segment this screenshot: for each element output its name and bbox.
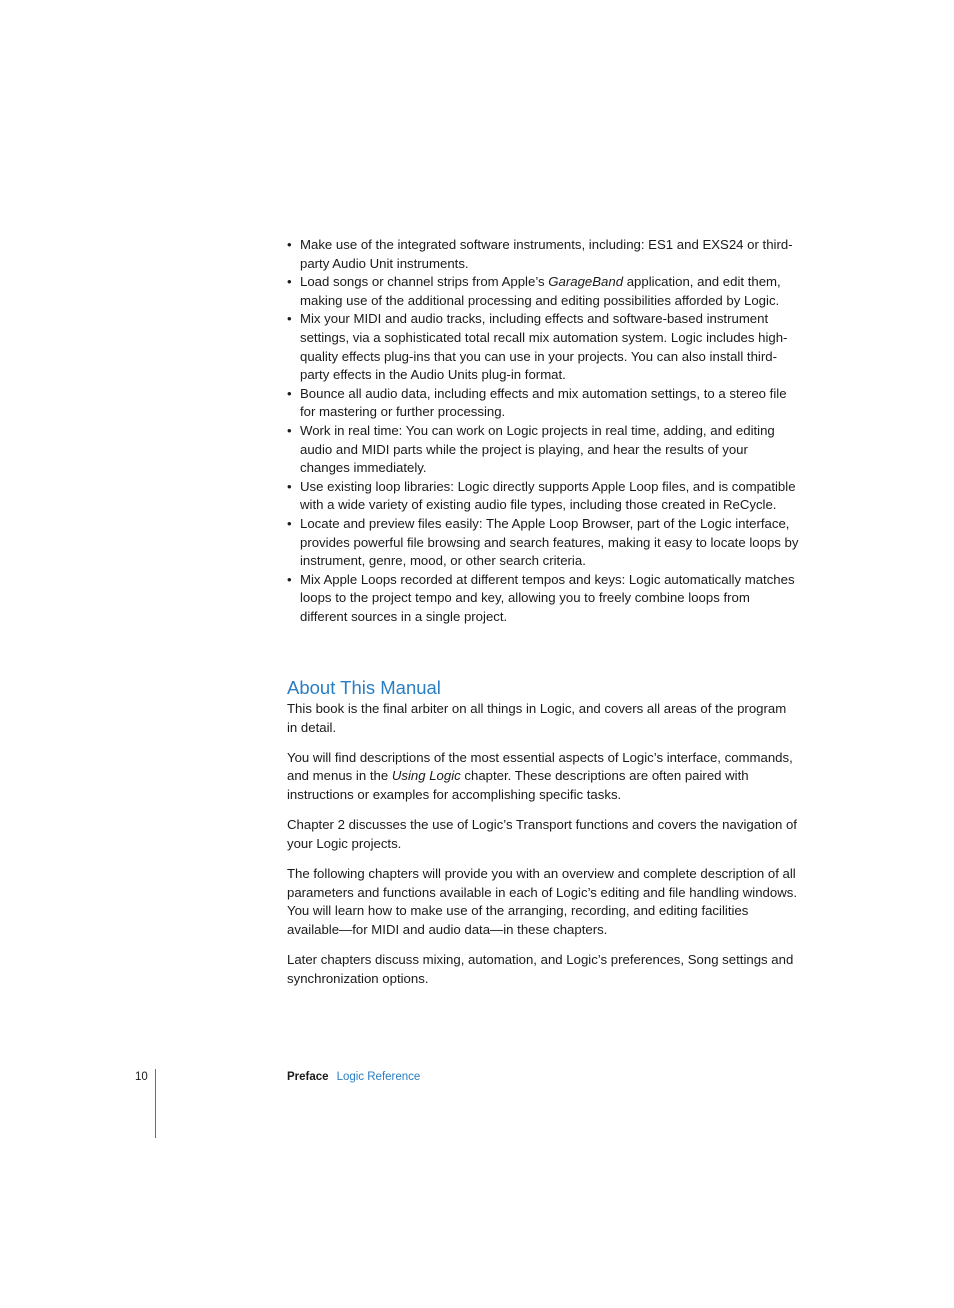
paragraph-text: You will find descriptions of the most essential aspects of Logic’s interface, commands, and menus in the: [287, 749, 793, 784]
bullet-item: [287, 385, 799, 422]
product-name-garageband: GarageBand: [548, 274, 624, 290]
section-body: [287, 700, 797, 1000]
body-paragraph: [287, 749, 797, 805]
bullet-item: [287, 310, 799, 384]
bullet-item: [287, 236, 799, 273]
bullet-icon: •: [287, 311, 292, 327]
bullet-text: Work in real time: You can work on Logic projects in real time, adding, and editing audio and MIDI parts while the project is playing, and hear the results of your changes immediately.: [300, 422, 775, 476]
section-heading: About This Manual: [287, 677, 441, 698]
footer-chapter: Preface: [287, 1071, 329, 1083]
bullet-icon: •: [287, 274, 292, 290]
footer-book-title: Logic Reference: [336, 1071, 421, 1083]
body-paragraph: The following chapters will provide you with an overview and complete description of all parameters and functions available in each of Logic’s editing and file handling windows. You will learn how to make use of the arranging, recording, and editing facilities available—for MIDI and audio data—in these chapters.: [287, 865, 797, 937]
bullet-item: [287, 515, 799, 571]
bullet-text: Use existing loop libraries: Logic directly supports Apple Loop files, and is compatible with a wide variety of existing audio file types, including those created in ReCycle.: [300, 478, 796, 513]
bullet-item: [287, 478, 799, 515]
bullet-icon: •: [287, 515, 292, 531]
page-number: 10: [135, 1071, 148, 1083]
bullet-item: [287, 273, 799, 310]
footer-divider: [155, 1069, 156, 1138]
bullet-icon: •: [287, 571, 292, 587]
bullet-icon: •: [287, 385, 292, 401]
body-paragraph: Later chapters discuss mixing, automation, and Logic’s preferences, Song settings and synchronization options.: [287, 951, 794, 986]
body-paragraph: This book is the final arbiter on all things in Logic, and covers all areas of the program in detail.: [287, 701, 787, 735]
bullet-item: [287, 422, 799, 478]
body-paragraph: Chapter 2 discusses the use of Logic’s Transport functions and covers the navigation of your Logic projects.: [287, 817, 797, 851]
bullet-text: Mix Apple Loops recorded at different tempos and keys: Logic automatically matches loops to the project tempo and key, allowing you to freely combine loops from different sources in a single project.: [300, 571, 795, 624]
chapter-reference: Using Logic: [391, 768, 461, 784]
bullet-text: application, and edit them, making use of the additional processing and editing possibilities afforded by Logic.: [300, 274, 781, 308]
feature-bullet-list: [287, 236, 799, 626]
bullet-text: Load songs or channel strips from Apple’s: [300, 274, 549, 290]
bullet-text: Locate and preview files easily: The Apple Loop Browser, part of the Logic interface, provides powerful file browsing and search features, making it easy to locate loops by instrument, genre, mood, or other search criteria.: [300, 515, 799, 569]
running-footer: [287, 1069, 420, 1085]
bullet-icon: •: [287, 237, 292, 252]
bullet-item: [287, 571, 799, 627]
bullet-text: Mix your MIDI and audio tracks, including effects and software-based instrument settings, via a sophisticated total recall mix automation system. Logic includes high-quality effects plug-ins that you can use in your projects. You can also install third-party effects in the Audio Units plug-in format.: [300, 311, 788, 383]
bullet-icon: •: [287, 422, 292, 438]
paragraph-text: chapter. These descriptions are often paired with instructions or examples for accomplishing specific tasks.: [287, 768, 749, 802]
bullet-icon: •: [287, 478, 292, 494]
bullet-text: Make use of the integrated software instruments, including: ES1 and EXS24 or third-party Audio Unit instruments.: [300, 237, 793, 271]
bullet-text: Bounce all audio data, including effects and mix automation settings, to a stereo file for mastering or further processing.: [300, 385, 787, 420]
